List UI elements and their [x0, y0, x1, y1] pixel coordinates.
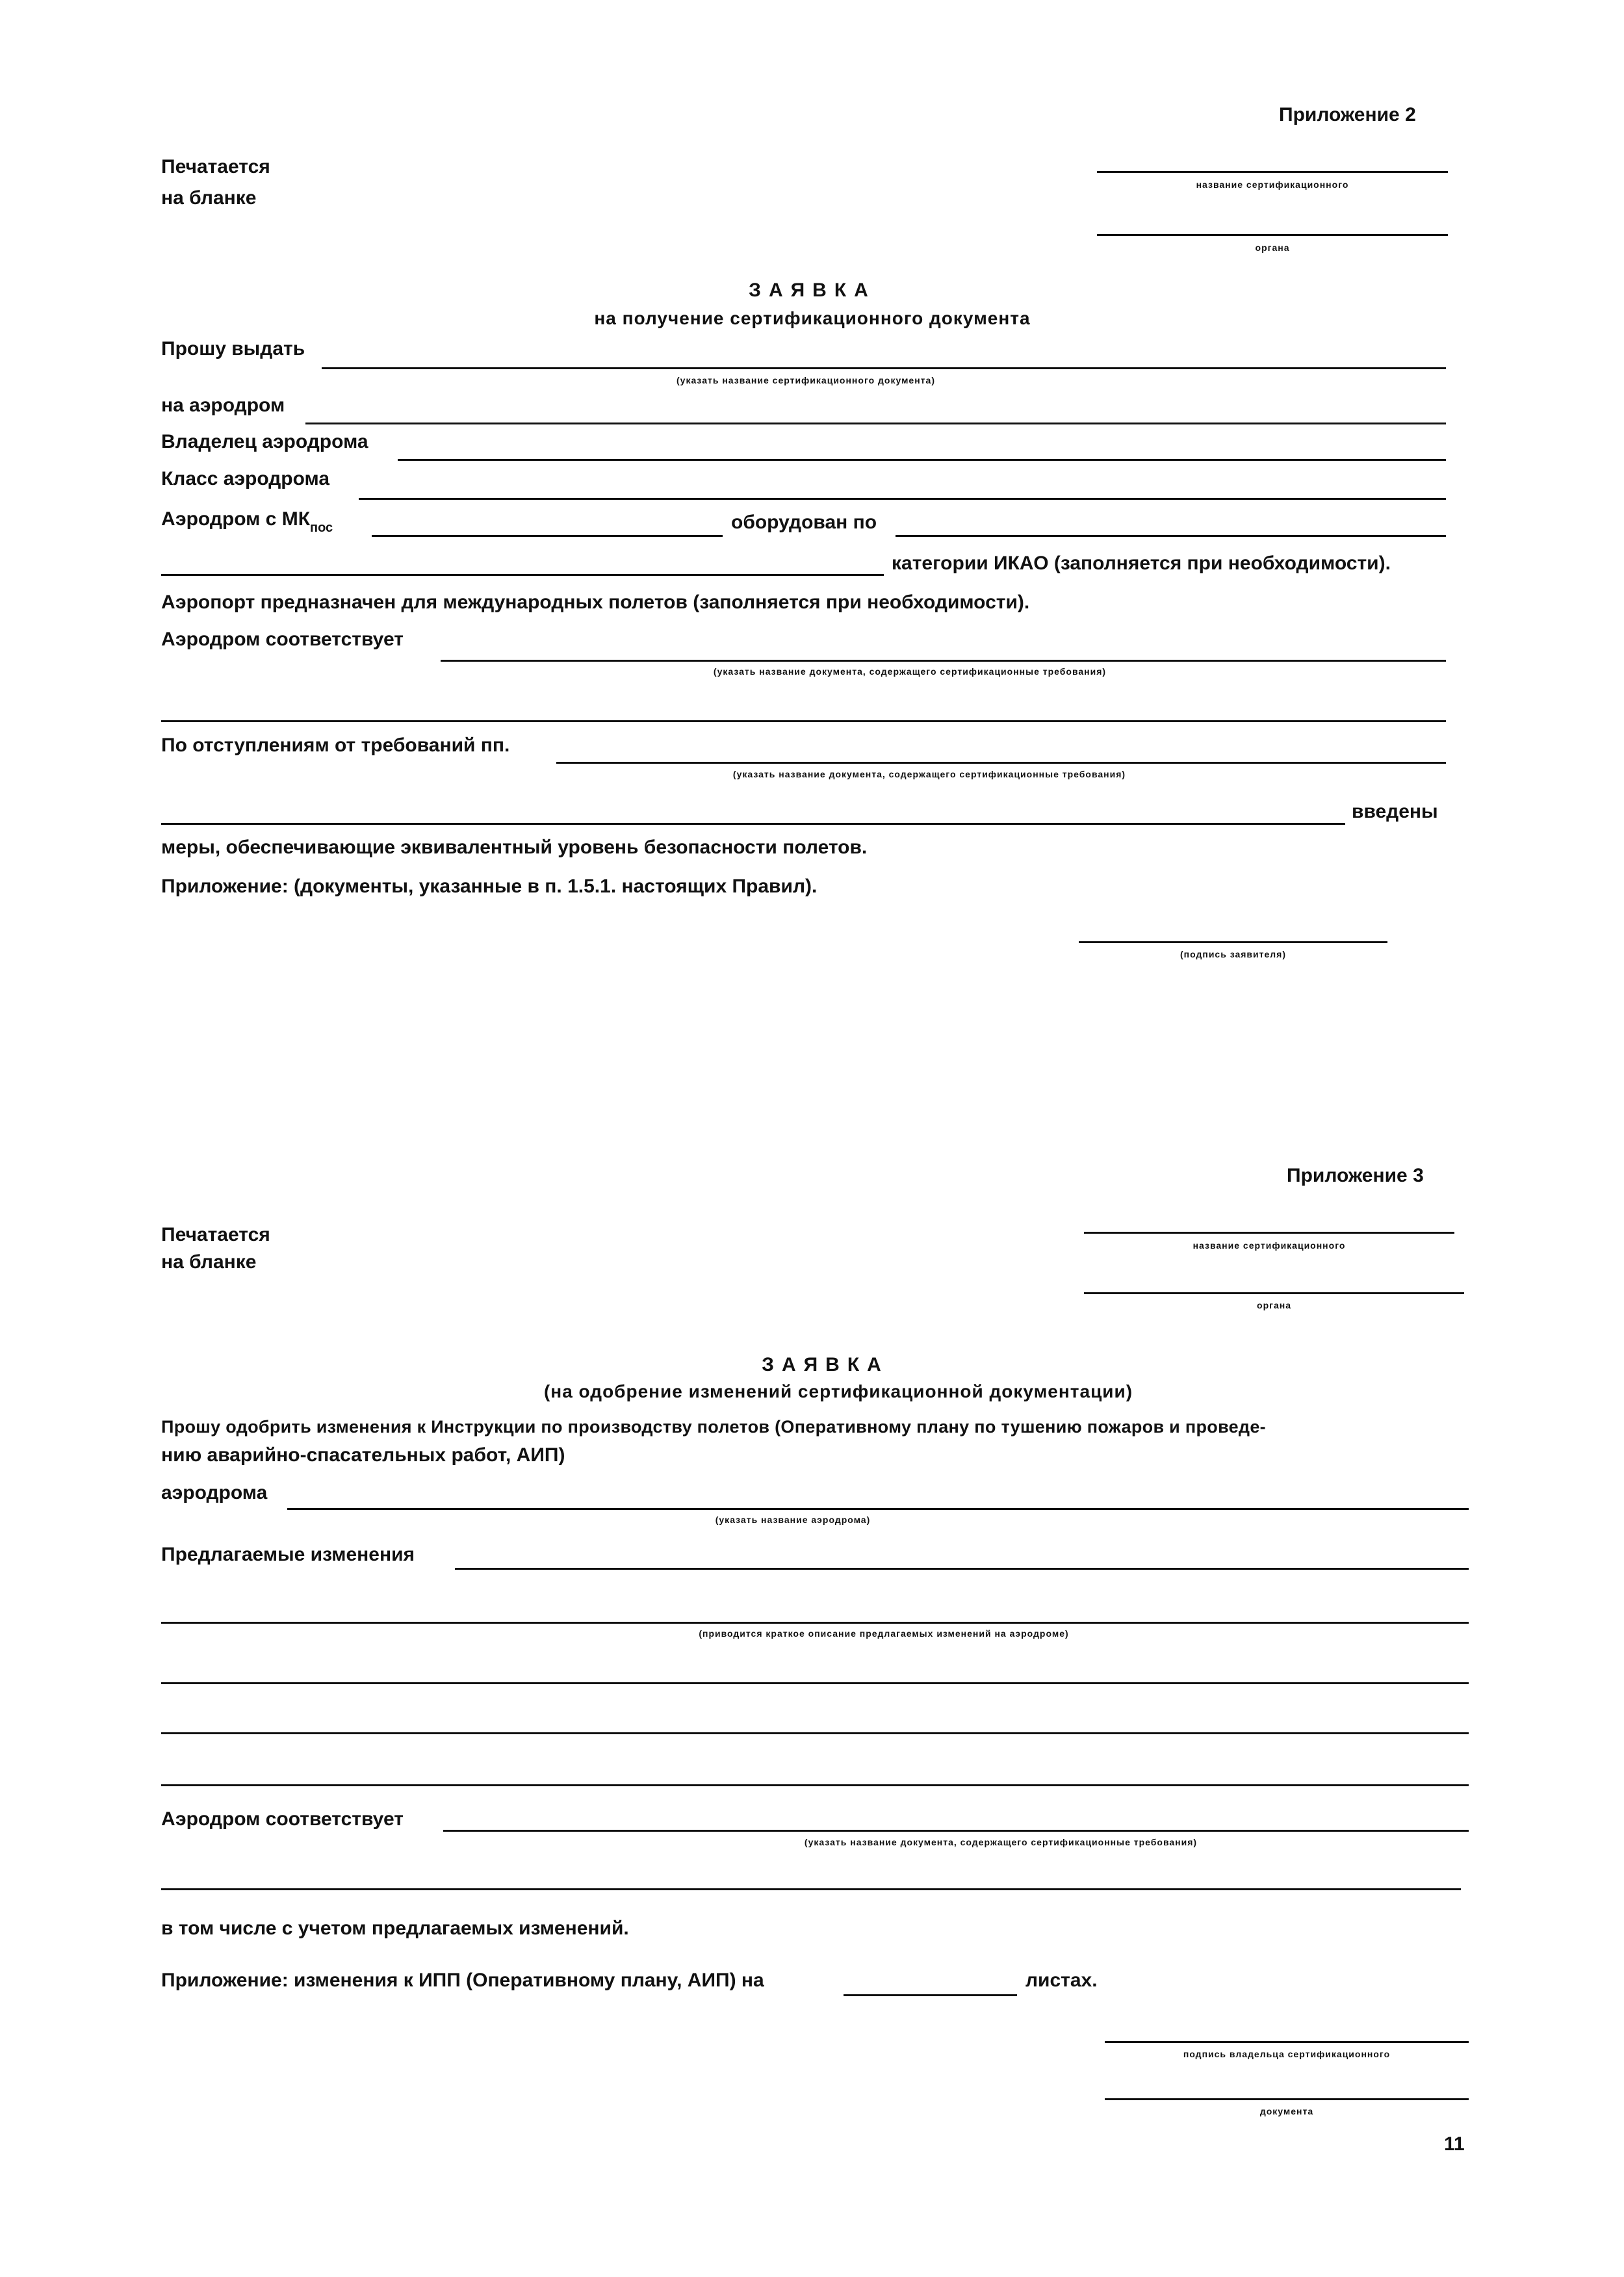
- owner-label: Владелец аэродрома: [161, 431, 368, 452]
- applicant-signature-field[interactable]: [1079, 941, 1387, 943]
- complies-caption: (указать название документа, содержащего сертификационные требования): [713, 666, 1107, 677]
- printed-on-line-2: на бланке: [161, 1251, 257, 1273]
- page-number: 11: [1444, 2133, 1465, 2155]
- printed-on-line-1: Печатается: [161, 156, 270, 177]
- attachment-suffix: листах.: [1025, 1970, 1098, 1991]
- organ-line[interactable]: [1084, 1292, 1464, 1294]
- complies-field-continued[interactable]: [161, 1888, 1461, 1890]
- printed-on-line-1: Печатается: [161, 1224, 270, 1245]
- complies-label: Аэродром соответствует: [161, 629, 404, 650]
- owner-signature-field[interactable]: [1105, 2041, 1469, 2043]
- request-issue-caption: (указать название сертификационного документа): [677, 375, 935, 385]
- deviations-caption: (указать название документа, содержащего сертификационные требования): [732, 769, 1126, 779]
- applicant-signature-caption: (подпись заявителя): [1179, 949, 1287, 959]
- deviations-field[interactable]: [556, 762, 1446, 764]
- class-field[interactable]: [359, 498, 1446, 500]
- sheet-count-field[interactable]: [844, 1994, 1017, 1996]
- attachment-prefix: Приложение: изменения к ИПП (Оперативному плану, АИП) на: [161, 1970, 764, 1991]
- proposed-changes-field-2[interactable]: [161, 1622, 1469, 1624]
- deviations-label: По отступлениям от требований пп.: [161, 735, 510, 756]
- for-aerodrome-label: на аэродром: [161, 395, 285, 416]
- equipped-label: оборудован по: [731, 512, 877, 533]
- application-title: ЗАЯВКА: [762, 1354, 889, 1375]
- proposed-changes-field[interactable]: [455, 1568, 1469, 1570]
- aerodrome-field[interactable]: [287, 1508, 1469, 1510]
- cert-body-line[interactable]: [1097, 171, 1448, 173]
- airport-international-text: Аэропорт предназначен для международных полетов (заполняется при необходимости).: [161, 592, 1030, 613]
- organ-line[interactable]: [1097, 234, 1448, 236]
- aerodrome-label: аэродрома: [161, 1482, 268, 1503]
- proposed-changes-caption: (приводится краткое описание предлагаемых изменений на аэродроме): [699, 1628, 1069, 1639]
- cert-body-line[interactable]: [1084, 1232, 1454, 1234]
- printed-on-line-2: на бланке: [161, 187, 257, 209]
- icao-category-field[interactable]: [161, 574, 884, 576]
- appendix-3-label: Приложение 3: [1287, 1165, 1424, 1186]
- class-label: Класс аэродрома: [161, 468, 330, 489]
- equipped-field[interactable]: [896, 535, 1446, 537]
- proposed-changes-field-3[interactable]: [161, 1682, 1469, 1684]
- request-line-2: нию аварийно-спасательных работ, АИП): [161, 1444, 565, 1466]
- proposed-changes-field-5[interactable]: [161, 1784, 1469, 1786]
- mk-field[interactable]: [372, 535, 723, 537]
- organ-caption: органа: [1255, 242, 1290, 253]
- request-issue-label: Прошу выдать: [161, 338, 305, 359]
- mk-subscript: пос: [310, 521, 333, 535]
- application-subtitle: (на одобрение изменений сертификационной документации): [543, 1381, 1133, 1401]
- complies-field[interactable]: [443, 1830, 1469, 1832]
- attachment-text: Приложение: (документы, указанные в п. 1.5.1. настоящих Правил).: [161, 876, 818, 897]
- complies-caption: (указать название документа, содержащего сертификационные требования): [804, 1837, 1198, 1847]
- request-issue-field[interactable]: [322, 367, 1446, 369]
- owner-signature-caption: подпись владельца сертификационного: [1183, 2049, 1391, 2059]
- proposed-changes-label: Предлагаемые изменения: [161, 1544, 415, 1565]
- document-caption: документа: [1259, 2106, 1314, 2116]
- document-signature-field[interactable]: [1105, 2098, 1469, 2100]
- icao-category-label: категории ИКАО (заполняется при необходимости).: [892, 553, 1391, 574]
- for-aerodrome-field[interactable]: [305, 423, 1446, 424]
- proposed-changes-field-4[interactable]: [161, 1732, 1469, 1734]
- request-line-1: Прошу одобрить изменения к Инструкции по производству полетов (Оперативному плану по тушению пожаров и проведе-: [161, 1417, 1266, 1437]
- application-title: ЗАЯВКА: [749, 280, 876, 301]
- mk-label: [161, 508, 333, 536]
- aerodrome-caption: (указать название аэродрома): [715, 1515, 871, 1525]
- complies-field-continued[interactable]: [161, 720, 1446, 722]
- introduced-label: введены: [1352, 801, 1438, 822]
- appendix-2-label: Приложение 2: [1279, 104, 1416, 125]
- cert-body-caption: название сертификационного: [1192, 1240, 1346, 1251]
- owner-field[interactable]: [398, 459, 1446, 461]
- deviations-field-continued[interactable]: [161, 823, 1345, 825]
- organ-caption: органа: [1257, 1300, 1291, 1310]
- complies-label: Аэродром соответствует: [161, 1808, 404, 1830]
- measures-text: меры, обеспечивающие эквивалентный уровень безопасности полетов.: [161, 837, 868, 858]
- application-subtitle: на получение сертификационного документа: [594, 308, 1031, 328]
- complies-field[interactable]: [441, 660, 1446, 662]
- cert-body-caption: название сертификационного: [1196, 179, 1349, 190]
- mk-label-text: Аэродром с МК: [161, 508, 310, 530]
- including-text: в том числе с учетом предлагаемых изменений.: [161, 1918, 629, 1939]
